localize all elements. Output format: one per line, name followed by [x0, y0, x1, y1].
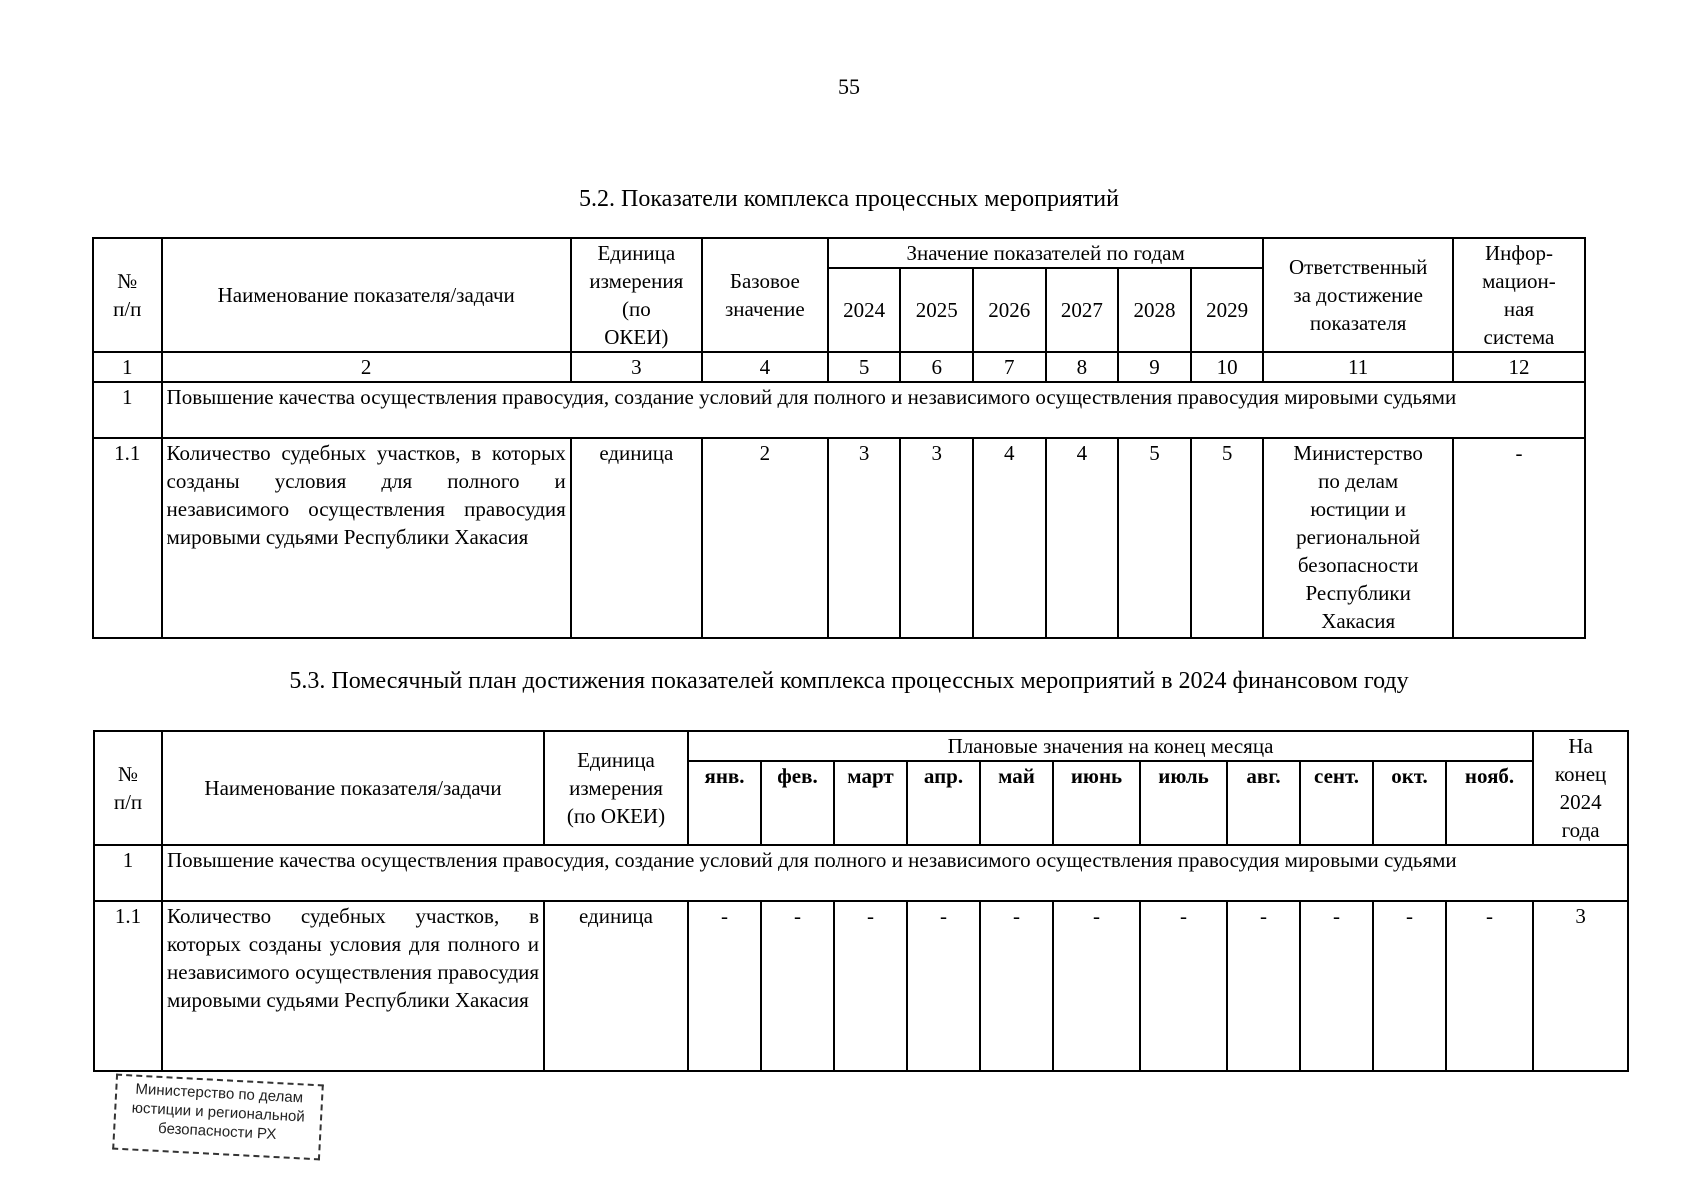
task-num: 1 [94, 845, 162, 901]
indicator-value-2027: 4 [1046, 438, 1119, 638]
header-info-system: Инфор- мацион- ная система [1453, 238, 1585, 352]
column-number: 12 [1453, 352, 1585, 382]
indicator-unit: единица [571, 438, 702, 638]
indicator-base-value: 2 [702, 438, 828, 638]
header-month-nov: нояб. [1446, 761, 1533, 845]
column-number: 2 [162, 352, 571, 382]
header-month-aug: авг. [1227, 761, 1300, 845]
indicator-name: Количество судебных участков, в которых созданы условия для полного и независимого осуществления правосудия мировыми судьями Республики Хакасия [162, 438, 571, 638]
header-name: Наименование показателя/задачи [162, 731, 544, 845]
indicator-month-oct: - [1373, 901, 1446, 1071]
header-month-jun: июнь [1053, 761, 1140, 845]
header-month-feb: фев. [761, 761, 834, 845]
indicator-responsible: Министерство по делам юстиции и региональной безопасности Республики Хакасия [1263, 438, 1453, 638]
header-base: Базовое значение [702, 238, 828, 352]
indicator-row [93, 438, 1585, 638]
header-unit: Единица измерения (по ОКЕИ) [571, 238, 702, 352]
task-row [94, 845, 1628, 901]
indicator-month-jan: - [688, 901, 761, 1071]
header-responsible: Ответственный за достижение показателя [1263, 238, 1453, 352]
indicator-value-2029: 5 [1191, 438, 1264, 638]
header-year: 2029 [1191, 268, 1264, 352]
table2-title: 5.3. Помесячный план достижения показателей комплекса процессных мероприятий в 2024 финансовом году [289, 668, 1409, 694]
task-text: Повышение качества осуществления правосудия, создание условий для полного и независимого осуществления правосудия мировыми судьями [162, 382, 1585, 438]
column-number: 10 [1191, 352, 1264, 382]
indicator-info-system: - [1453, 438, 1585, 638]
monthly-plan-table [93, 730, 1629, 1072]
page-number: 55 [838, 74, 860, 99]
indicator-month-jul: - [1140, 901, 1227, 1071]
header-year: 2026 [973, 268, 1046, 352]
header-year: 2027 [1046, 268, 1119, 352]
indicator-name: Количество судебных участков, в которых созданы условия для полного и независимого осуществления правосудия мировыми судьями Республики Хакасия [162, 901, 544, 1071]
stamp-line: юстиции и региональной [131, 1099, 306, 1126]
header-month-may: май [980, 761, 1053, 845]
column-numbers-row [93, 352, 1585, 382]
indicator-month-aug: - [1227, 901, 1300, 1071]
stamp-line: безопасности РХ [157, 1119, 277, 1144]
column-number: 11 [1263, 352, 1453, 382]
indicator-year-end: 3 [1533, 901, 1628, 1071]
header-month-apr: апр. [907, 761, 980, 845]
header-year: 2024 [828, 268, 901, 352]
header-months-group: Плановые значения на конец месяца [688, 731, 1533, 761]
indicator-value-2026: 4 [973, 438, 1046, 638]
column-number: 5 [828, 352, 901, 382]
task-num: 1 [93, 382, 162, 438]
indicator-unit: единица [544, 901, 688, 1071]
indicator-month-mar: - [834, 901, 907, 1071]
column-number: 8 [1046, 352, 1119, 382]
header-name: Наименование показателя/задачи [162, 238, 571, 352]
header-month-oct: окт. [1373, 761, 1446, 845]
column-number: 4 [702, 352, 828, 382]
ministry-stamp [112, 1074, 324, 1161]
indicator-month-jun: - [1053, 901, 1140, 1071]
header-year: 2028 [1118, 268, 1191, 352]
indicator-num: 1.1 [93, 438, 162, 638]
header-month-jul: июль [1140, 761, 1227, 845]
indicator-value-2025: 3 [900, 438, 973, 638]
column-number: 6 [900, 352, 973, 382]
indicator-row [94, 901, 1628, 1071]
indicator-month-nov: - [1446, 901, 1533, 1071]
header-num: № п/п [93, 238, 162, 352]
header-num: № п/п [94, 731, 162, 845]
indicator-value-2024: 3 [828, 438, 901, 638]
header-month-sep: сент. [1300, 761, 1373, 845]
header-month-jan: янв. [688, 761, 761, 845]
indicator-value-2028: 5 [1118, 438, 1191, 638]
task-text: Повышение качества осуществления правосудия, создание условий для полного и независимого осуществления правосудия мировыми судьями [162, 845, 1628, 901]
table1-title: 5.2. Показатели комплекса процессных мероприятий [578, 186, 1119, 212]
indicator-month-sep: - [1300, 901, 1373, 1071]
column-number: 1 [93, 352, 162, 382]
indicator-num: 1.1 [94, 901, 162, 1071]
header-years-group: Значение показателей по годам [828, 238, 1264, 268]
column-number: 3 [571, 352, 702, 382]
column-number: 9 [1118, 352, 1191, 382]
header-month-mar: март [834, 761, 907, 845]
header-year: 2025 [900, 268, 973, 352]
stamp-line: Министерство по делам [135, 1080, 304, 1107]
indicator-month-may: - [980, 901, 1053, 1071]
column-number: 7 [973, 352, 1046, 382]
header-year-end: На конец 2024 года [1533, 731, 1628, 845]
indicators-table [92, 237, 1586, 639]
indicator-month-feb: - [761, 901, 834, 1071]
indicator-month-apr: - [907, 901, 980, 1071]
header-unit: Единица измерения (по ОКЕИ) [544, 731, 688, 845]
task-row [93, 382, 1585, 438]
